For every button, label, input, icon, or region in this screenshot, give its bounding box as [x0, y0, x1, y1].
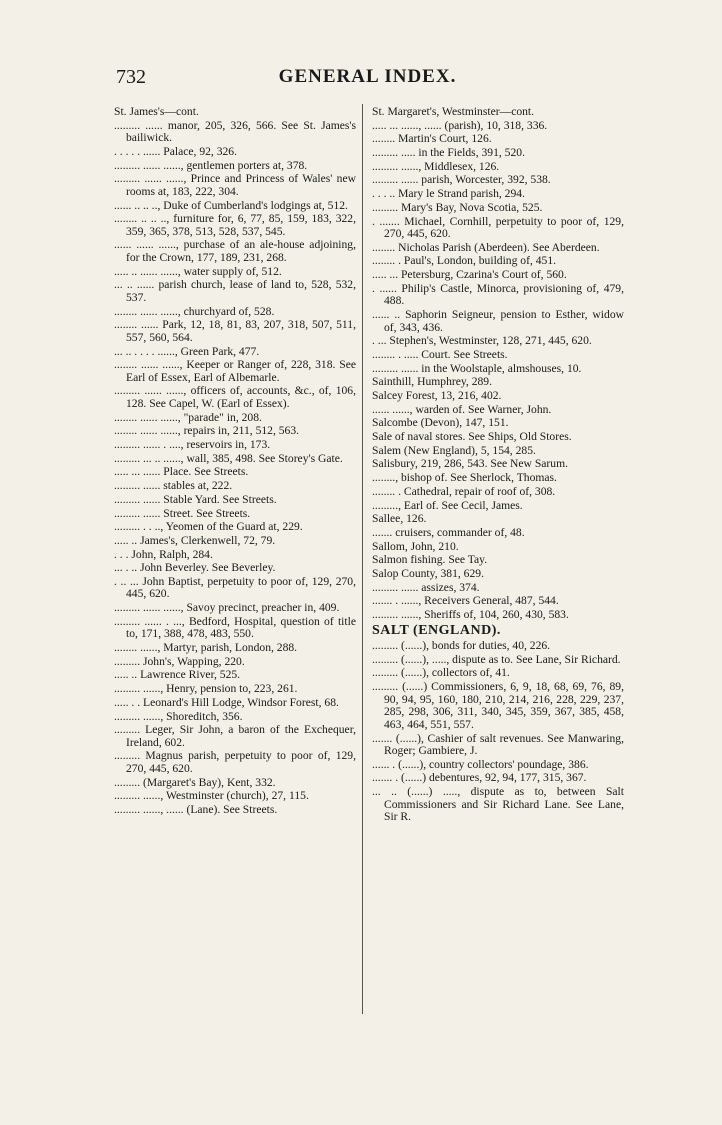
- index-entry: ... .. ...... parish church, lease of land to, 528, 532, 537.: [114, 278, 356, 304]
- index-entry: ......... (......), ....., dispute as to. See Lane, Sir Richard.: [372, 652, 621, 666]
- index-entry: ......... John's, Wapping, 220.: [114, 654, 245, 668]
- index-entry: ......... ...... Stable Yard. See Streets.: [114, 492, 277, 506]
- index-entry: ......... . . .., Yeomen of the Guard at, 229.: [114, 520, 303, 534]
- index-entry: ......... ...... assizes, 374.: [372, 580, 480, 594]
- index-entry: ..... ... ......, ...... (parish), 10, 318, 336.: [372, 118, 548, 132]
- index-entry: ....... . (......) debentures, 92, 94, 177, 315, 367.: [372, 771, 587, 785]
- index-entry: . . . .. Mary le Strand parish, 294.: [372, 187, 525, 201]
- index-entry: ......... ..... in the Fields, 391, 520.: [372, 146, 525, 160]
- index-entry: ........ . Paul's, London, building of, 451.: [372, 254, 557, 268]
- index-entry: ......... ......, ...... (Lane). See Streets.: [114, 803, 278, 817]
- index-entry: ........., Earl of. See Cecil, James.: [372, 498, 523, 512]
- section-heading: SALT (ENGLAND).: [372, 622, 501, 638]
- index-entry: . . . John, Ralph, 284.: [114, 547, 213, 561]
- index-entry: ......... ......, Middlesex, 126.: [372, 159, 500, 173]
- index-entry: ........ ...... ......, Keeper or Ranger of, 228, 318. See Earl of Essex, Earl of Albemarle.: [114, 358, 356, 384]
- page-number: 732: [116, 66, 146, 88]
- index-entry: . .. ... John Baptist, perpetuity to poor of, 129, 270, 445, 620.: [114, 574, 356, 601]
- index-entry: Salisbury, 219, 286, 543. See New Sarum.: [372, 457, 569, 471]
- index-entry: St. James's—cont.: [114, 105, 199, 118]
- index-entry: ......... (Margaret's Bay), Kent, 332.: [114, 775, 276, 789]
- index-entry: ........ . ..... Court. See Streets.: [372, 347, 508, 361]
- index-entry: ....... . ......, Receivers General, 487, 544.: [372, 594, 559, 608]
- running-title: GENERAL INDEX.: [278, 66, 457, 87]
- column-divider: [362, 104, 363, 1014]
- index-entry: ......... ... .. ......, wall, 385, 498. See Storey's Gate.: [114, 451, 343, 465]
- index-entry: ......... ...... . ..., Bedford, Hospital, question of title to, 171, 388, 478, 483, 550.: [114, 614, 356, 641]
- index-entry: ......... ...... ......, Prince and Princess of Wales' new rooms at, 183, 222, 304.: [114, 172, 356, 198]
- index-entry: ......... ...... Street. See Streets.: [114, 506, 251, 520]
- index-entry: ...... ...... ......, purchase of an ale-house adjoining, for the Crown, 177, 189, 231, 268.: [114, 238, 356, 264]
- index-entry: ......... (......) Commissioners, 6, 9, 18, 68, 69, 76, 89, 90, 94, 95, 160, 180, 210, 214, 216, 228, 229, 237, 285, 298, 306, 311, 340, 345, 359, 367, 385, 458, 463, 464, 551, 557.: [372, 680, 624, 731]
- index-entry: ........ ......, Martyr, parish, London, 288.: [114, 641, 298, 655]
- index-entry: . ....... Michael, Cornhill, perpetuity to poor of, 129, 270, 445, 620.: [372, 214, 624, 241]
- index-entry: Salcombe (Devon), 147, 151.: [372, 416, 509, 430]
- index-entry: ........ ...... ......, "parade" in, 208.: [114, 410, 262, 424]
- index-entry: ........ ...... ......, churchyard of, 528.: [114, 304, 275, 318]
- index-entry: ......... (......), bonds for duties, 40, 226.: [372, 639, 551, 653]
- index-entry: Sainthill, Humphrey, 289.: [372, 375, 493, 389]
- index-entry: . ... Stephen's, Westminster, 128, 271, 445, 620.: [372, 334, 592, 348]
- index-entry: ..... .. ...... ......, water supply of, 512.: [114, 264, 282, 278]
- index-entry: . . . . . ...... Palace, 92, 326.: [114, 144, 238, 158]
- index-entry: ........ Nicholas Parish (Aberdeen). See Aberdeen.: [372, 240, 600, 254]
- index-entry: ... .. (......) ....., dispute as to, between Salt Commissioners and Sir Richard Lane. See Lane, Sir R.: [372, 785, 624, 824]
- index-entry: ........ . Cathedral, repair of roof of, 308.: [372, 484, 556, 498]
- index-entry: Sallee, 126.: [372, 512, 427, 526]
- index-entry: ........, bishop of. See Sherlock, Thomas.: [372, 471, 557, 485]
- index-entry: ......... ...... stables at, 222.: [114, 479, 233, 493]
- index-entry: ..... . . Leonard's Hill Lodge, Windsor Forest, 68.: [114, 695, 339, 709]
- right-column: [372, 106, 624, 825]
- index-entry: ....... cruisers, commander of, 48.: [372, 525, 525, 539]
- index-entry: Salem (New England), 5, 154, 285.: [372, 443, 536, 457]
- index-entry: ......... ......, Shoreditch, 356.: [114, 709, 243, 723]
- index-entry: . ...... Philip's Castle, Minorca, provisioning of, 479, 488.: [372, 281, 624, 308]
- index-entry: ......... Magnus parish, perpetuity to poor of, 129, 270, 445, 620.: [114, 749, 356, 775]
- index-entry: ........ Martin's Court, 126.: [372, 132, 492, 146]
- index-entry: ..... ... ...... Place. See Streets.: [114, 465, 249, 479]
- index-entry: Salop County, 381, 629.: [372, 566, 484, 580]
- left-column: [114, 106, 356, 818]
- index-entry: ...... ......, warden of. See Warner, John.: [372, 402, 552, 416]
- index-entry: ... . .. John Beverley. See Beverley.: [114, 561, 276, 575]
- index-entry: ......... ...... ......, gentlemen porters at, 378.: [114, 158, 308, 172]
- index-entry: ......... ......, Henry, pension to, 223, 261.: [114, 682, 298, 696]
- index-entry: ......... ...... . ...., reservoirs in, 173.: [114, 438, 271, 452]
- index-entry: ..... .. James's, Clerkenwell, 72, 79.: [114, 533, 276, 547]
- index-entry: ......... ...... ......, officers of, accounts, &c., of, 106, 128. See Capel, W. (Earl of Essex).: [114, 384, 356, 410]
- index-entry: ........ ...... ......, repairs in, 211, 512, 563.: [114, 424, 300, 438]
- index-entry: ...... .. .. .., Duke of Cumberland's lodgings at, 512.: [114, 198, 348, 212]
- index-entry: Sallom, John, 210.: [372, 539, 459, 553]
- index-entry: ......... Leger, Sir John, a baron of the Exchequer, Ireland, 602.: [114, 723, 356, 749]
- index-entry: ......... ...... manor, 205, 326, 566. See St. James's bailiwick.: [114, 118, 356, 145]
- index-entry: ..... ... Petersburg, Czarina's Court of, 560.: [372, 268, 567, 282]
- index-entry: ....... (......), Cashier of salt revenues. See Manwaring, Roger; Gambiere, J.: [372, 731, 624, 758]
- index-entry: ... .. . . . . ......, Green Park, 477.: [114, 344, 260, 358]
- index-entry: Salmon fishing. See Tay.: [372, 553, 488, 567]
- index-entry: ...... . (......), country collectors' poundage, 386.: [372, 757, 589, 771]
- index-entry: ......... ......, Sheriffs of, 104, 260, 430, 583.: [372, 608, 569, 622]
- index-entry: ........ ...... Park, 12, 18, 81, 83, 207, 318, 507, 511, 557, 560, 564.: [114, 318, 356, 344]
- index-entry: Salcey Forest, 13, 216, 402.: [372, 389, 502, 403]
- index-entry: ........ .. .. .., furniture for, 6, 77, 85, 159, 183, 322, 359, 365, 378, 513, 528, 537, 545.: [114, 212, 356, 238]
- index-entry: ......... Mary's Bay, Nova Scotia, 525.: [372, 200, 543, 214]
- index-entry: Sale of naval stores. See Ships, Old Stores.: [372, 430, 572, 444]
- index-entry: ......... (......), collectors of, 41.: [372, 666, 510, 680]
- index-entry: ...... .. Saphorin Seigneur, pension to Esther, widow of, 343, 436.: [372, 308, 624, 334]
- index-entry: ......... ...... ......, Savoy precinct, preacher in, 409.: [114, 601, 340, 615]
- page-header: [110, 66, 625, 94]
- index-entry: ..... .. Lawrence River, 525.: [114, 668, 241, 682]
- index-entry: St. Margaret's, Westminster—cont.: [372, 105, 535, 118]
- index-entry: ......... ......, Westminster (church), 27, 115.: [114, 789, 309, 803]
- index-entry: ......... ...... parish, Worcester, 392, 538.: [372, 173, 551, 187]
- index-entry: ......... ...... in the Woolstaple, almshouses, 10.: [372, 361, 582, 375]
